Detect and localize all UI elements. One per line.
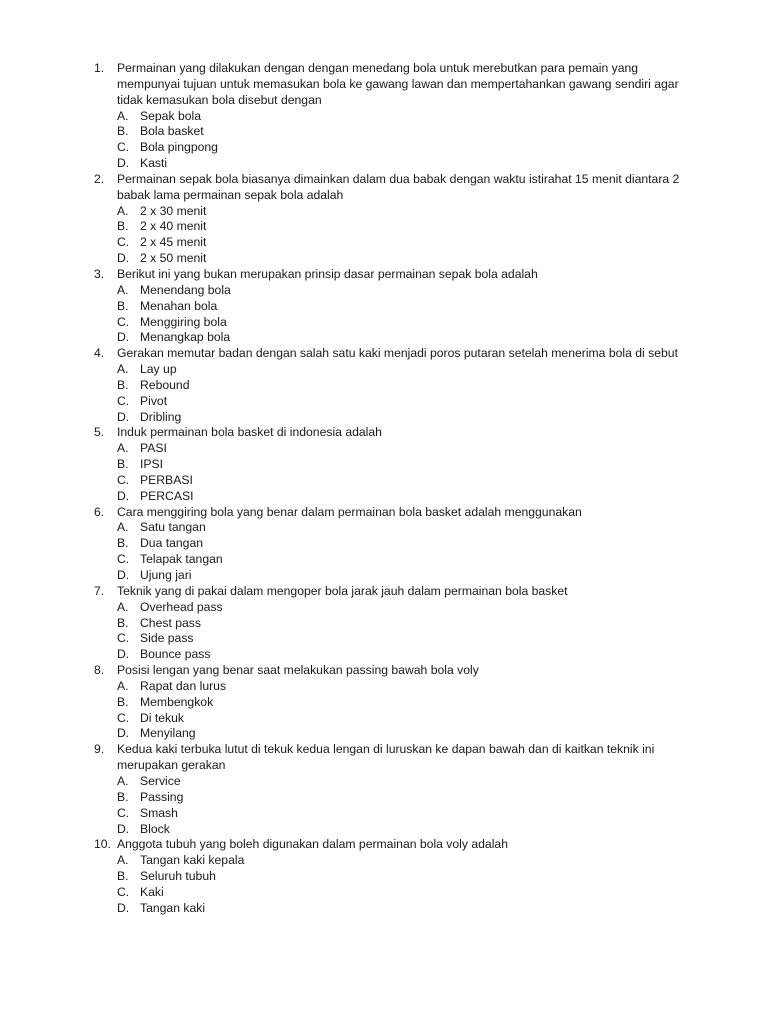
question-stem: Permainan yang dilakukan dengan dengan menedang bola untuk merebutkan para pemain yang mempunyai tujuan untuk memasukan bola ke gawang lawan dan mempertahankan gawang sendiri agar tidak kemasukan bola disebut dengan — [117, 61, 679, 107]
question-number: 8. — [94, 663, 105, 678]
option-text: PERCASI — [140, 488, 194, 503]
question-number: 6. — [94, 504, 105, 519]
question-number: 9. — [94, 742, 105, 757]
option-a — [0, 520, 768, 536]
option-letter: D. — [117, 488, 130, 503]
option-text: Menggiring bola — [140, 314, 227, 329]
question-number: 4. — [94, 346, 105, 361]
question-item — [0, 663, 768, 742]
option-text: Di tekuk — [140, 710, 185, 725]
option-c — [0, 473, 768, 489]
option-a — [0, 679, 768, 695]
question-text — [0, 172, 692, 204]
question-item — [0, 61, 768, 172]
option-text: Menyilang — [140, 726, 196, 741]
option-d — [0, 489, 768, 505]
option-text: Smash — [140, 805, 178, 820]
question-item — [0, 505, 768, 584]
option-letter: C. — [117, 710, 130, 725]
option-b — [0, 536, 768, 552]
question-stem: Kedua kaki terbuka lutut di tekuk kedua lengan di luruskan ke dapan bawah dan di kaitkan teknik ini merupakan gerakan — [117, 742, 655, 773]
option-letter: A. — [117, 599, 129, 614]
option-text: Rapat dan lurus — [140, 678, 227, 693]
question-number: 2. — [94, 171, 105, 186]
option-text: Bola basket — [140, 124, 204, 139]
question-text — [0, 346, 692, 362]
option-text: Rebound — [140, 377, 190, 392]
option-letter: A. — [117, 203, 129, 218]
question-text — [0, 742, 692, 774]
option-letter: D. — [117, 568, 130, 582]
option-text: Chest pass — [140, 615, 201, 630]
option-letter: B. — [117, 377, 129, 392]
question-text — [0, 61, 692, 109]
option-letter: D. — [117, 156, 130, 171]
option-d — [0, 568, 768, 584]
question-item — [0, 742, 768, 837]
question-item — [0, 346, 768, 425]
option-text: IPSI — [140, 457, 164, 472]
question-text — [0, 584, 692, 600]
question-item — [0, 837, 768, 916]
option-text: Bola pingpong — [140, 140, 218, 155]
question-stem: Anggota tubuh yang boleh digunakan dalam permainan bola voly adalah — [117, 837, 508, 852]
question-stem: Berikut ini yang bukan merupakan prinsip dasar permainan sepak bola adalah — [117, 266, 538, 281]
question-text — [0, 663, 692, 679]
option-letter: C. — [117, 631, 130, 646]
option-text: Pivot — [140, 393, 168, 408]
option-a — [0, 600, 768, 616]
option-text: Tangan kaki — [140, 900, 206, 915]
question-number: 10. — [94, 837, 111, 852]
option-text: Dua tangan — [140, 536, 204, 551]
option-letter: A. — [117, 520, 129, 535]
option-c — [0, 394, 768, 410]
question-item — [0, 425, 768, 504]
option-a — [0, 109, 768, 125]
question-number: 3. — [94, 266, 105, 281]
option-letter: B. — [117, 789, 129, 804]
option-letter: D. — [117, 330, 130, 345]
option-text: Bounce pass — [140, 647, 211, 662]
question-number: 7. — [94, 583, 105, 598]
option-text: Lay up — [140, 362, 177, 377]
question-stem: Teknik yang di pakai dalam mengoper bola jarak jauh dalam permainan bola basket — [117, 583, 568, 598]
option-text: Tangan kaki kepala — [140, 853, 245, 868]
option-text: Side pass — [140, 631, 194, 646]
option-b — [0, 378, 768, 394]
option-a — [0, 362, 768, 378]
option-b — [0, 124, 768, 140]
option-c — [0, 806, 768, 822]
option-letter: C. — [117, 805, 130, 820]
option-a — [0, 283, 768, 299]
option-c — [0, 235, 768, 251]
option-c — [0, 631, 768, 647]
option-text: Kasti — [140, 156, 168, 171]
question-list — [0, 61, 768, 917]
option-letter: A. — [117, 282, 129, 297]
option-letter: C. — [117, 472, 130, 487]
question-item — [0, 584, 768, 663]
option-letter: C. — [117, 393, 130, 408]
option-letter: B. — [117, 124, 129, 139]
question-text — [0, 425, 692, 441]
option-a — [0, 774, 768, 790]
option-letter: C. — [117, 552, 130, 567]
option-d — [0, 647, 768, 663]
option-text: Ujung jari — [140, 568, 192, 582]
question-text — [0, 837, 692, 853]
option-letter: B. — [117, 457, 129, 472]
question-number: 1. — [94, 61, 105, 75]
option-text: Membengkok — [140, 694, 214, 709]
option-text: Seluruh tubuh — [140, 869, 216, 884]
option-text: Kaki — [140, 884, 164, 899]
option-letter: B. — [117, 536, 129, 551]
option-letter: C. — [117, 314, 130, 329]
option-letter: B. — [117, 219, 129, 234]
option-text: 2 x 45 menit — [140, 235, 207, 250]
question-stem: Cara menggiring bola yang benar dalam permainan bola basket adalah menggunakan — [117, 504, 582, 519]
question-stem: Posisi lengan yang benar saat melakukan passing bawah bola voly — [117, 663, 479, 678]
option-letter: D. — [117, 251, 130, 266]
option-text: Sepak bola — [140, 108, 201, 123]
option-text: Dribling — [140, 409, 182, 424]
option-d — [0, 901, 768, 917]
option-text: 2 x 30 menit — [140, 203, 207, 218]
option-d — [0, 330, 768, 346]
option-c — [0, 885, 768, 901]
question-item — [0, 267, 768, 346]
option-d — [0, 156, 768, 172]
option-letter: D. — [117, 409, 130, 424]
option-d — [0, 251, 768, 267]
question-text — [0, 267, 692, 283]
option-text: 2 x 40 menit — [140, 219, 207, 234]
option-letter: B. — [117, 694, 129, 709]
option-text: Passing — [140, 789, 184, 804]
option-letter: D. — [117, 647, 130, 662]
option-b — [0, 457, 768, 473]
option-b — [0, 695, 768, 711]
option-letter: A. — [117, 773, 129, 788]
question-stem: Gerakan memutar badan dengan salah satu kaki menjadi poros putaran setelah menerima bola di sebut — [117, 346, 678, 361]
option-letter: D. — [117, 900, 130, 915]
option-letter: A. — [117, 853, 129, 868]
option-text: Satu tangan — [140, 520, 206, 535]
option-d — [0, 822, 768, 838]
option-letter: C. — [117, 235, 130, 250]
option-letter: C. — [117, 140, 130, 155]
option-c — [0, 552, 768, 568]
option-text: PASI — [140, 441, 167, 456]
option-text: 2 x 50 menit — [140, 251, 207, 266]
option-letter: D. — [117, 726, 130, 741]
option-letter: A. — [117, 678, 129, 693]
option-letter: C. — [117, 884, 130, 899]
option-c — [0, 140, 768, 156]
option-b — [0, 299, 768, 315]
option-b — [0, 790, 768, 806]
option-letter: A. — [117, 441, 129, 456]
option-letter: A. — [117, 108, 129, 123]
question-stem: Induk permainan bola basket di indonesia adalah — [117, 425, 382, 440]
option-letter: D. — [117, 821, 130, 836]
option-text: Menendang bola — [140, 282, 231, 297]
option-b — [0, 869, 768, 885]
question-number: 5. — [94, 425, 105, 440]
question-stem: Permainan sepak bola biasanya dimainkan dalam dua babak dengan waktu istirahat 15 menit diantara 2 babak lama permainan sepak bola adalah — [117, 171, 680, 202]
question-text — [0, 505, 692, 521]
option-d — [0, 410, 768, 426]
option-b — [0, 219, 768, 235]
option-letter: B. — [117, 869, 129, 884]
option-a — [0, 853, 768, 869]
question-item — [0, 172, 768, 267]
option-text: Block — [140, 821, 170, 836]
option-text: Menahan bola — [140, 298, 218, 313]
option-b — [0, 616, 768, 632]
option-c — [0, 315, 768, 331]
option-a — [0, 441, 768, 457]
option-letter: B. — [117, 298, 129, 313]
option-text: Menangkap bola — [140, 330, 231, 345]
option-c — [0, 711, 768, 727]
option-letter: B. — [117, 615, 129, 630]
option-a — [0, 204, 768, 220]
option-letter: A. — [117, 362, 129, 377]
option-text: Overhead pass — [140, 599, 223, 614]
option-text: Service — [140, 773, 181, 788]
option-text: PERBASI — [140, 472, 193, 487]
option-text: Telapak tangan — [140, 552, 223, 567]
option-d — [0, 726, 768, 742]
